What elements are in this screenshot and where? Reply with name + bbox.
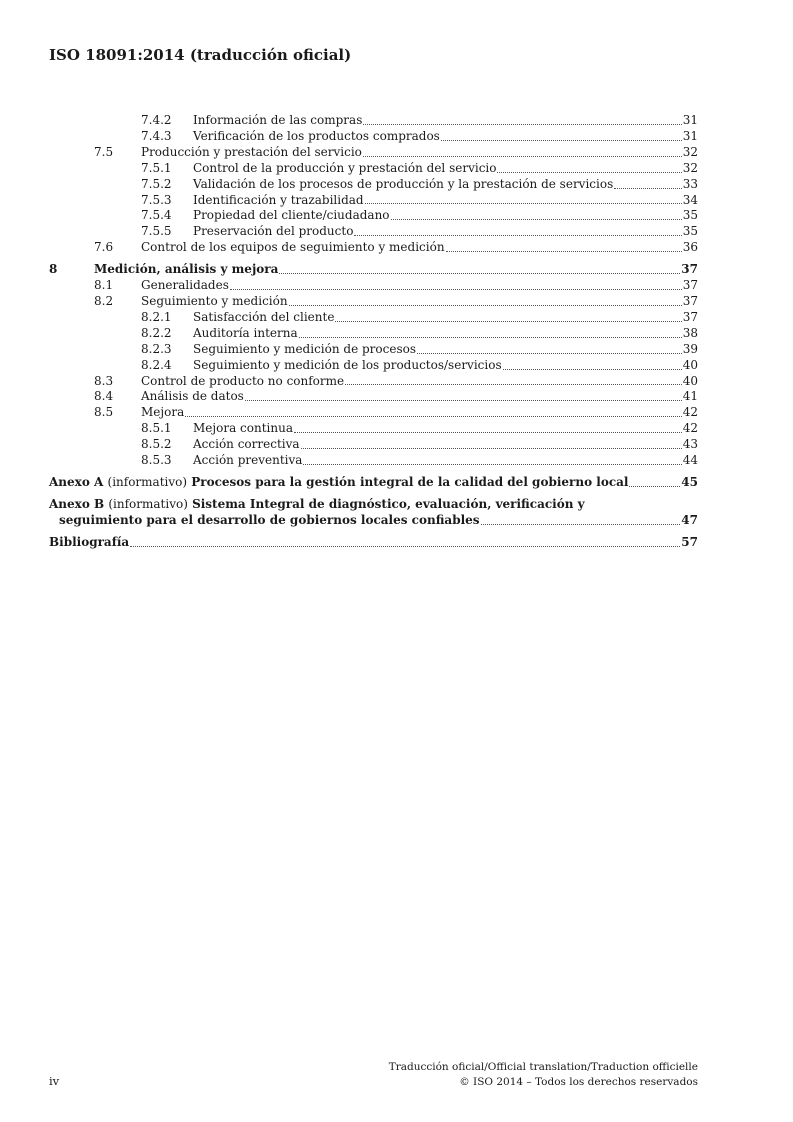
toc-title: Mejora (141, 405, 185, 420)
toc-page: 32 (682, 160, 698, 175)
dot-leader (363, 156, 682, 157)
toc-entry-8-3[interactable] (49, 374, 698, 390)
toc-number: 8.1 (94, 278, 114, 293)
dot-leader (335, 321, 681, 322)
dot-leader (245, 400, 682, 401)
dot-leader (614, 188, 681, 189)
toc-entry-8-5-2[interactable] (49, 437, 698, 453)
toc-page: 42 (682, 405, 698, 420)
toc-title: Mejora continua (193, 421, 293, 436)
toc-title: Identificación y trazabilidad (193, 192, 364, 207)
dot-leader (230, 289, 682, 290)
toc-entry-bibliography[interactable] (49, 535, 698, 551)
toc-number: 8 (49, 262, 58, 277)
toc-page: 45 (681, 474, 698, 489)
toc-number: 8.2 (94, 293, 114, 308)
dot-leader (303, 464, 681, 465)
toc-number: 8.2.2 (141, 325, 172, 340)
toc-entry-8-5-3[interactable] (49, 453, 698, 469)
toc-title: Análisis de datos (141, 389, 244, 404)
toc-title: Preservación del producto (193, 224, 354, 239)
toc-entry-8-2-1[interactable] (49, 310, 698, 326)
dot-leader (354, 235, 681, 236)
toc-entry-8-2[interactable] (49, 294, 698, 310)
dot-leader (299, 337, 682, 338)
toc-entry-7-5-1[interactable] (49, 161, 698, 177)
bibliography-title: Bibliografía (49, 534, 130, 549)
toc-title: Generalidades (141, 278, 229, 293)
toc-entry-8-4[interactable] (49, 389, 698, 405)
footer-page-number: iv (49, 1074, 60, 1088)
toc-number: 7.5.5 (141, 224, 172, 239)
toc-entry-7-5-5[interactable] (49, 224, 698, 240)
toc-page: 43 (682, 437, 698, 452)
dot-leader (503, 369, 682, 370)
dot-leader (441, 140, 682, 141)
toc-number: 7.4.2 (141, 113, 172, 127)
toc-title: Seguimiento y medición de los productos/servicios (193, 357, 502, 372)
annex-b-title-line1: Sistema Integral de diagnóstico, evaluación, verificación y (192, 496, 585, 511)
toc-entry-8-5-1[interactable] (49, 421, 698, 437)
toc-number: 8.2.3 (141, 341, 172, 356)
toc-entry-8[interactable] (49, 262, 698, 278)
toc-title: Seguimiento y medición de procesos (193, 341, 417, 356)
toc-title: Verificación de los productos comprados (193, 128, 440, 143)
dot-leader (391, 219, 682, 220)
toc-entry-8-1[interactable] (49, 278, 698, 294)
toc-page: 31 (682, 113, 698, 127)
dot-leader (289, 305, 682, 306)
toc-title: Medición, análisis y mejora (94, 262, 279, 277)
toc-entry-8-5[interactable] (49, 405, 698, 421)
toc-number: 8.4 (94, 389, 114, 404)
toc-number: 8.2.1 (141, 309, 172, 324)
toc-number: 7.5.3 (141, 192, 172, 207)
toc-title: Validación de los procesos de producción y la prestación de servicios (193, 176, 614, 191)
toc-number: 7.5 (94, 144, 114, 159)
dot-leader (417, 353, 682, 354)
annex-b-label: Anexo B (49, 496, 105, 511)
document-header: ISO 18091:2014 (traducción oficial) (49, 46, 352, 64)
toc-page: 41 (682, 389, 698, 404)
toc-title: Satisfacción del cliente (193, 309, 335, 324)
toc-entry-8-2-2[interactable] (49, 326, 698, 342)
annex-a-label: Anexo A (49, 474, 104, 489)
toc-page: 38 (682, 325, 698, 340)
toc-page: 33 (682, 176, 698, 191)
toc-number: 8.5.3 (141, 453, 172, 468)
toc-number: 8.5.2 (141, 437, 172, 452)
toc-entry-annex-a[interactable] (49, 475, 698, 491)
table-of-contents (49, 113, 698, 551)
toc-title: Producción y prestación del servicio (141, 144, 362, 159)
toc-page: 37 (681, 262, 698, 277)
dot-leader (497, 172, 681, 173)
toc-title: Acción preventiva (193, 453, 303, 468)
toc-number: 7.5.2 (141, 176, 172, 191)
toc-number: 7.5.1 (141, 160, 172, 175)
dot-leader (130, 546, 680, 547)
dot-leader (363, 124, 681, 125)
annex-a-type: (informativo) (107, 474, 188, 489)
toc-entry-7-4-2[interactable] (49, 113, 698, 129)
dot-leader (301, 448, 682, 449)
toc-entry-7-5-4[interactable] (49, 208, 698, 224)
toc-page: 42 (682, 421, 698, 436)
toc-entry-7-4-3[interactable] (49, 129, 698, 145)
toc-number: 7.6 (94, 240, 114, 255)
copyright-notice: © ISO 2014 – Todos los derechos reservados (459, 1076, 698, 1088)
toc-page: 44 (682, 453, 698, 468)
toc-page: 57 (681, 534, 698, 549)
toc-number: 8.5.1 (141, 421, 172, 436)
toc-page: 36 (682, 240, 698, 255)
toc-number: 8.3 (94, 373, 114, 388)
translation-note: Traducción oficial/Official translation/Traduction officielle (388, 1061, 698, 1073)
dot-leader (345, 384, 682, 385)
dot-leader (446, 251, 682, 252)
toc-title: Información de las compras (193, 113, 363, 127)
toc-number: 8.5 (94, 405, 114, 420)
annex-b-title-line2: seguimiento para el desarrollo de gobiernos locales confiables (59, 512, 480, 527)
toc-number: 7.4.3 (141, 128, 172, 143)
toc-number: 7.5.4 (141, 208, 172, 223)
dot-leader (185, 416, 681, 417)
toc-page: 31 (682, 128, 698, 143)
toc-page: 39 (682, 341, 698, 356)
toc-number: 8.2.4 (141, 357, 172, 372)
toc-page: 37 (682, 309, 698, 324)
footer-notice (389, 1060, 698, 1090)
toc-entry-7-5[interactable] (49, 145, 698, 161)
toc-entry-7-6[interactable] (49, 240, 698, 256)
annex-a-title: Procesos para la gestión integral de la calidad del gobierno local (191, 474, 629, 489)
annex-b-type: (informativo) (108, 496, 188, 511)
dot-leader (279, 273, 680, 274)
toc-entry-8-2-3[interactable] (49, 342, 698, 358)
toc-page: 47 (681, 512, 698, 527)
dot-leader (365, 203, 682, 204)
toc-page: 35 (682, 208, 698, 223)
dot-leader (294, 432, 682, 433)
toc-page: 35 (682, 224, 698, 239)
toc-page: 40 (682, 357, 698, 372)
toc-title: Acción correctiva (193, 437, 300, 452)
toc-page: 37 (682, 278, 698, 293)
dot-leader (629, 486, 680, 487)
toc-title: Control de la producción y prestación del servicio (193, 160, 497, 175)
toc-title: Propiedad del cliente/ciudadano (193, 208, 390, 223)
toc-entry-7-5-3[interactable] (49, 193, 698, 209)
toc-page: 40 (682, 373, 698, 388)
toc-entry-annex-b[interactable] (49, 497, 698, 529)
toc-title: Control de producto no conforme (141, 373, 345, 388)
toc-page: 32 (682, 144, 698, 159)
toc-title: Auditoría interna (193, 325, 298, 340)
toc-page: 37 (682, 293, 698, 308)
toc-entry-8-2-4[interactable] (49, 358, 698, 374)
toc-title: Control de los equipos de seguimiento y medición (141, 240, 445, 255)
toc-title: Seguimiento y medición (141, 293, 288, 308)
toc-page: 34 (682, 192, 698, 207)
dot-leader (481, 524, 681, 525)
toc-entry-7-5-2[interactable] (49, 177, 698, 193)
